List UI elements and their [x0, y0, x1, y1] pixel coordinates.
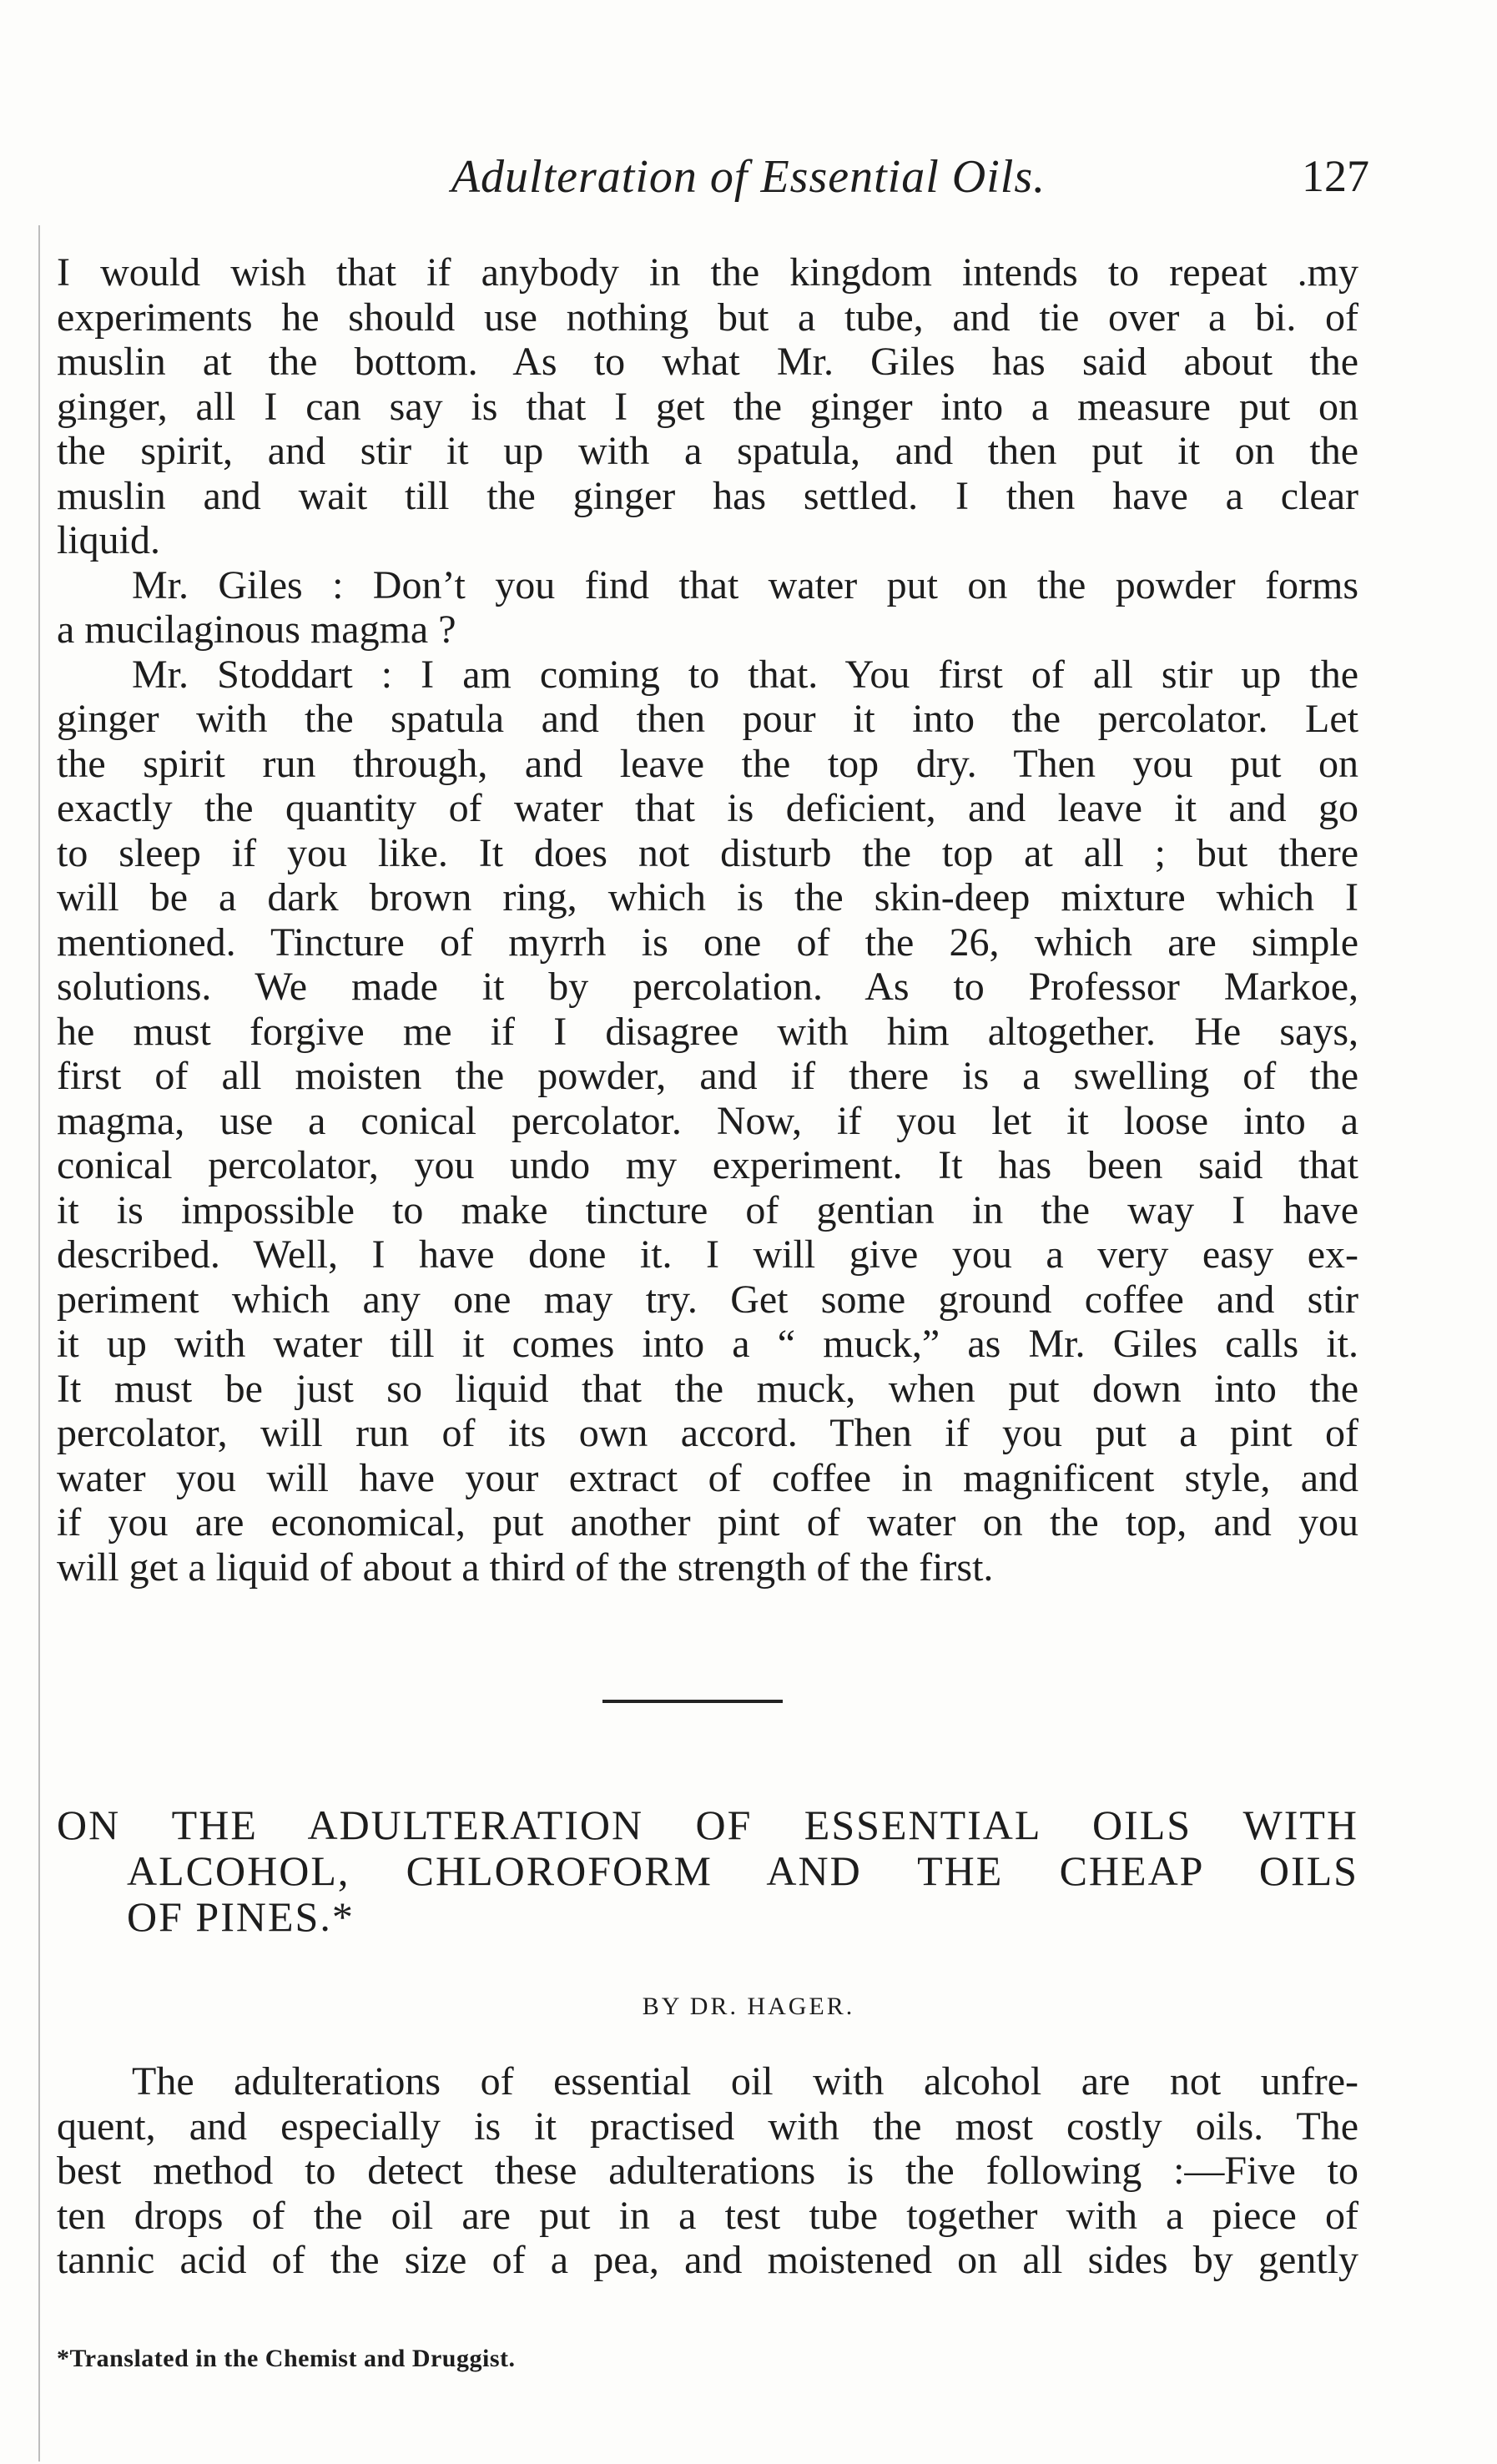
text-line: best method to detect these adulterations is the following :—Five to [57, 2149, 1358, 2193]
text-line: solutions. We made it by percolation. As to Professor Markoe, [57, 965, 1358, 1009]
text-line: muslin at the bottom. As to what Mr. Giles has said about the [57, 340, 1358, 384]
text-line: ginger with the spatula and then pour it into the percolator. Let [57, 697, 1358, 741]
text-line: experiments he should use nothing but a tube, and tie over a bi. of [57, 295, 1358, 340]
margin-line [38, 225, 40, 2461]
text-line: first of all moisten the powder, and if there is a swelling of the [57, 1054, 1358, 1098]
page-number: 127 [1302, 151, 1369, 201]
text-line: tannic acid of the size of a pea, and moistened on all sides by gently [57, 2238, 1358, 2282]
text-line: percolator, will run of its own accord. Then if you put a pint of [57, 1411, 1358, 1455]
text-line: I would wish that if anybody in the kingdom intends to repeat .my [57, 250, 1358, 295]
text-line: the spirit, and stir it up with a spatula, and then put it on the [57, 429, 1358, 473]
text-line: will be a dark brown ring, which is the skin-deep mixture which I [57, 875, 1358, 920]
text-line: liquid. [57, 518, 161, 562]
article-title [57, 1802, 1358, 1940]
footnote: *Translated in the Chemist and Druggist. [57, 2345, 516, 2372]
text-line: Mr. Giles : Don’t you find that water put on the powder forms [132, 562, 1358, 607]
text-line: It must be just so liquid that the muck, when put down into the [57, 1366, 1358, 1411]
discussion-text [57, 250, 1358, 1590]
text-line: mentioned. Tincture of myrrh is one of the 26, which are simple [57, 920, 1358, 965]
text-line: if you are economical, put another pint of water on the top, and you [57, 1500, 1358, 1544]
text-line: conical percolator, you undo my experiment. It has been said that [57, 1143, 1358, 1187]
text-line: Mr. Stoddart : I am coming to that. You first of all stir up the [132, 652, 1358, 697]
text-line: exactly the quantity of water that is deficient, and leave it and go [57, 786, 1358, 830]
section-divider [602, 1700, 783, 1703]
text-line: it up with water till it comes into a “ muck,” as Mr. Giles calls it. [57, 1322, 1358, 1366]
running-title: Adulteration of Essential Oils. [451, 151, 1046, 203]
text-line: magma, use a conical percolator. Now, if you let it loose into a [57, 1098, 1358, 1143]
text-line: muslin and wait till the ginger has settled. I then have a clear [57, 473, 1358, 518]
author-byline: BY DR. HAGER. [642, 1993, 855, 2020]
text-line: he must forgive me if I disagree with him altogether. He says, [57, 1009, 1358, 1054]
text-line: ten drops of the oil are put in a test tube together with a piece of [57, 2193, 1358, 2238]
text-line: a mucilaginous magma ? [57, 607, 456, 652]
text-line: ginger, all I can say is that I get the ginger into a measure put on [57, 384, 1358, 429]
text-line: to sleep if you like. It does not disturb the top at all ; but there [57, 830, 1358, 875]
text-line: it is impossible to make tincture of gentian in the way I have [57, 1187, 1358, 1232]
text-line: quent, and especially is it practised with the most costly oils. The [57, 2104, 1358, 2149]
title-line: OF PINES.* [127, 1893, 355, 1940]
text-line: the spirit run through, and leave the top dry. Then you put on [57, 741, 1358, 786]
title-line: ON THE ADULTERATION OF ESSENTIAL OILS WITH [57, 1801, 1358, 1848]
running-head [0, 150, 1497, 209]
article-text [57, 2059, 1358, 2283]
text-line: periment which any one may try. Get some ground coffee and stir [57, 1277, 1358, 1322]
text-line: The adulterations of essential oil with alcohol are not unfre- [132, 2059, 1358, 2104]
title-line: ALCOHOL, CHLOROFORM AND THE CHEAP OILS [127, 1847, 1358, 1894]
text-line: will get a liquid of about a third of the strength of the first. [57, 1544, 994, 1590]
text-line: described. Well, I have done it. I will give you a very easy ex- [57, 1232, 1358, 1277]
text-line: water you will have your extract of coffee in magnificent style, and [57, 1455, 1358, 1500]
